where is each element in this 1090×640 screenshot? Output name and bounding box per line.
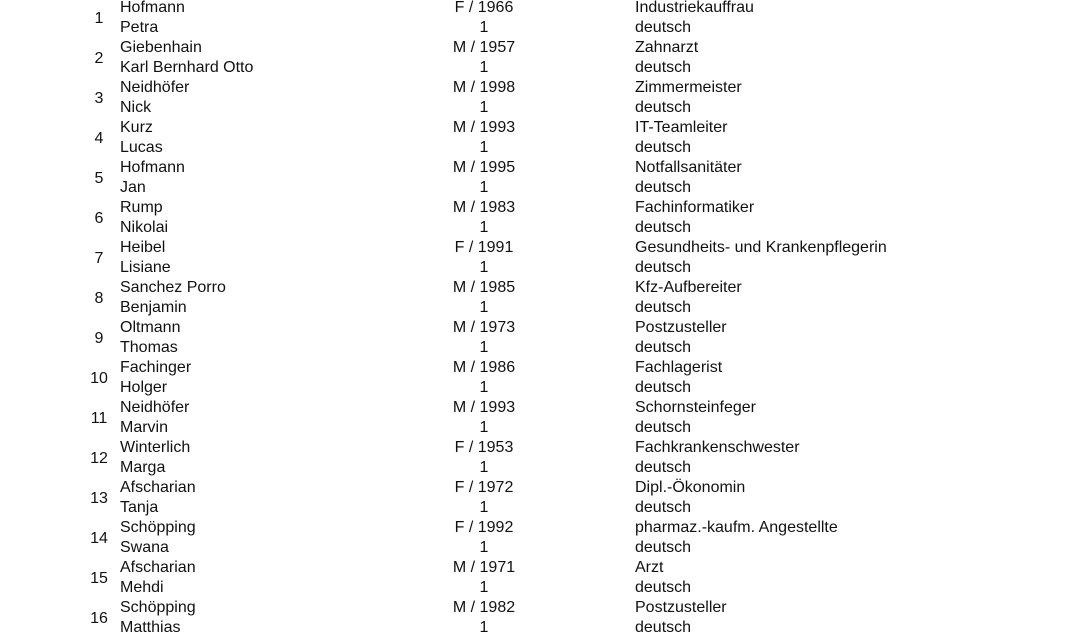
occupation: Kfz-Aufbereiter xyxy=(635,279,742,296)
surname: Winterlich xyxy=(120,439,191,456)
surname: Oltmann xyxy=(120,319,181,336)
given-name: Benjamin xyxy=(120,299,187,316)
gender-birth-year: M / 1957 xyxy=(452,39,516,56)
gender-birth-year: M / 1993 xyxy=(452,399,516,416)
candidate-entry xyxy=(0,0,1090,40)
occupation: Notfallsanitäter xyxy=(635,159,742,176)
count: 1 xyxy=(479,99,489,116)
count: 1 xyxy=(479,259,489,276)
occupation: pharmaz.-kaufm. Angestellte xyxy=(635,519,838,536)
count: 1 xyxy=(479,539,489,556)
gender-birth-year: M / 1998 xyxy=(452,79,516,96)
candidate-entry xyxy=(0,240,1090,280)
surname: Heibel xyxy=(120,239,166,256)
candidate-entry xyxy=(0,120,1090,160)
entry-number: 11 xyxy=(90,410,108,427)
candidate-entry xyxy=(0,320,1090,360)
surname: Hofmann xyxy=(120,159,185,176)
nationality: deutsch xyxy=(635,339,692,356)
candidate-entry xyxy=(0,200,1090,240)
occupation: Postzusteller xyxy=(635,319,727,336)
given-name: Lisiane xyxy=(120,259,171,276)
count: 1 xyxy=(479,379,489,396)
entry-number: 15 xyxy=(90,570,108,587)
surname: Schöpping xyxy=(120,519,196,536)
surname: Kurz xyxy=(120,119,153,136)
surname: Hofmann xyxy=(120,0,185,16)
surname: Giebenhain xyxy=(120,39,202,56)
gender-birth-year: M / 1995 xyxy=(452,159,516,176)
entry-number: 13 xyxy=(90,490,108,507)
count: 1 xyxy=(479,619,489,636)
nationality: deutsch xyxy=(635,539,692,556)
gender-birth-year: F / 1953 xyxy=(454,439,514,456)
occupation: Schornsteinfeger xyxy=(635,399,756,416)
count: 1 xyxy=(479,219,489,236)
given-name: Lucas xyxy=(120,139,163,156)
nationality: deutsch xyxy=(635,459,692,476)
gender-birth-year: F / 1991 xyxy=(454,239,514,256)
gender-birth-year: F / 1992 xyxy=(454,519,514,536)
surname: Sanchez Porro xyxy=(120,279,226,296)
gender-birth-year: M / 1986 xyxy=(452,359,516,376)
candidate-entry xyxy=(0,360,1090,400)
occupation: Fachinformatiker xyxy=(635,199,755,216)
entry-number: 9 xyxy=(94,330,104,347)
surname: Neidhöfer xyxy=(120,79,190,96)
occupation: IT-Teamleiter xyxy=(635,119,728,136)
candidate-entry xyxy=(0,400,1090,440)
occupation: Gesundheits- und Krankenpflegerin xyxy=(635,239,887,256)
given-name: Petra xyxy=(120,19,159,36)
entry-number: 2 xyxy=(94,50,104,67)
nationality: deutsch xyxy=(635,139,692,156)
candidate-entry xyxy=(0,80,1090,120)
given-name: Mehdi xyxy=(120,579,164,596)
entry-number: 7 xyxy=(94,250,104,267)
given-name: Marga xyxy=(120,459,166,476)
given-name: Swana xyxy=(120,539,169,556)
surname: Neidhöfer xyxy=(120,399,190,416)
gender-birth-year: M / 1973 xyxy=(452,319,516,336)
nationality: deutsch xyxy=(635,59,692,76)
candidate-entry xyxy=(0,160,1090,200)
nationality: deutsch xyxy=(635,19,692,36)
count: 1 xyxy=(479,299,489,316)
nationality: deutsch xyxy=(635,419,692,436)
gender-birth-year: F / 1966 xyxy=(454,0,514,16)
count: 1 xyxy=(479,579,489,596)
gender-birth-year: M / 1982 xyxy=(452,599,516,616)
candidate-entry xyxy=(0,280,1090,320)
entry-number: 5 xyxy=(94,170,104,187)
nationality: deutsch xyxy=(635,259,692,276)
nationality: deutsch xyxy=(635,99,692,116)
count: 1 xyxy=(479,499,489,516)
surname: Fachinger xyxy=(120,359,192,376)
surname: Schöpping xyxy=(120,599,196,616)
gender-birth-year: F / 1972 xyxy=(454,479,514,496)
surname: Afscharian xyxy=(120,479,196,496)
count: 1 xyxy=(479,19,489,36)
surname: Rump xyxy=(120,199,163,216)
gender-birth-year: M / 1993 xyxy=(452,119,516,136)
entry-number: 1 xyxy=(94,10,104,27)
given-name: Nick xyxy=(120,99,152,116)
candidate-entry xyxy=(0,520,1090,560)
nationality: deutsch xyxy=(635,499,692,516)
entry-number: 14 xyxy=(90,530,108,547)
occupation: Fachkrankenschwester xyxy=(635,439,800,456)
gender-birth-year: M / 1983 xyxy=(452,199,516,216)
given-name: Holger xyxy=(120,379,168,396)
nationality: deutsch xyxy=(635,579,692,596)
entry-number: 12 xyxy=(90,450,108,467)
count: 1 xyxy=(479,179,489,196)
given-name: Thomas xyxy=(120,339,178,356)
surname: Afscharian xyxy=(120,559,196,576)
count: 1 xyxy=(479,419,489,436)
entry-number: 4 xyxy=(94,130,104,147)
nationality: deutsch xyxy=(635,219,692,236)
given-name: Matthias xyxy=(120,619,181,636)
count: 1 xyxy=(479,139,489,156)
entry-number: 8 xyxy=(94,290,104,307)
given-name: Karl Bernhard Otto xyxy=(120,59,254,76)
candidate-entry xyxy=(0,40,1090,80)
given-name: Tanja xyxy=(120,499,159,516)
candidate-entry xyxy=(0,560,1090,600)
count: 1 xyxy=(479,339,489,356)
nationality: deutsch xyxy=(635,299,692,316)
entry-number: 16 xyxy=(90,610,108,627)
occupation: Arzt xyxy=(635,559,664,576)
nationality: deutsch xyxy=(635,619,692,636)
given-name: Nikolai xyxy=(120,219,169,236)
entry-number: 10 xyxy=(90,370,108,387)
gender-birth-year: M / 1971 xyxy=(452,559,516,576)
nationality: deutsch xyxy=(635,379,692,396)
given-name: Marvin xyxy=(120,419,169,436)
count: 1 xyxy=(479,59,489,76)
nationality: deutsch xyxy=(635,179,692,196)
occupation: Dipl.-Ökonomin xyxy=(635,479,746,496)
occupation: Industriekauffrau xyxy=(635,0,754,16)
entry-number: 6 xyxy=(94,210,104,227)
candidate-entry xyxy=(0,480,1090,520)
gender-birth-year: M / 1985 xyxy=(452,279,516,296)
occupation: Postzusteller xyxy=(635,599,727,616)
entry-number: 3 xyxy=(94,90,104,107)
candidate-entry xyxy=(0,440,1090,480)
given-name: Jan xyxy=(120,179,146,196)
candidate-entry xyxy=(0,600,1090,640)
occupation: Zimmermeister xyxy=(635,79,742,96)
occupation: Zahnarzt xyxy=(635,39,699,56)
count: 1 xyxy=(479,459,489,476)
occupation: Fachlagerist xyxy=(635,359,723,376)
